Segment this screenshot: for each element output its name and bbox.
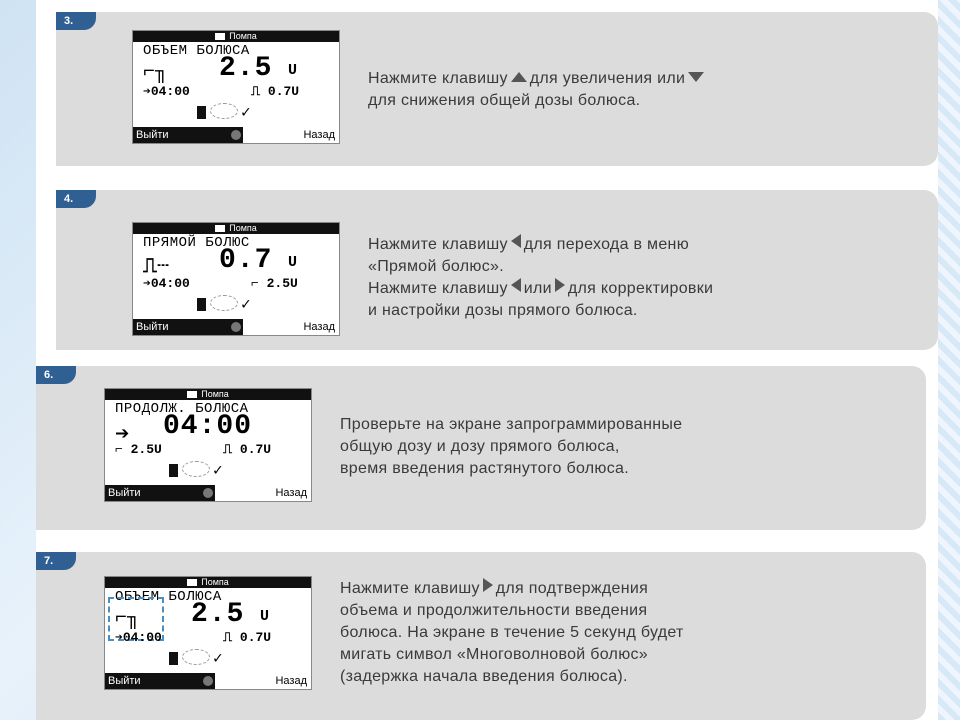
step-4-panel (56, 190, 938, 350)
back-button[interactable]: Назад (303, 129, 335, 141)
navigation-keys (197, 102, 251, 122)
step-3-panel (56, 12, 938, 166)
check-icon: ✓ (241, 296, 251, 314)
center-key-icon (203, 488, 213, 498)
duration-readout: ➔04:00 (143, 276, 190, 291)
exit-button[interactable]: Выйти (105, 485, 215, 501)
decorative-border (938, 0, 960, 720)
step-badge: 3. (56, 12, 96, 30)
battery-icon (197, 106, 206, 119)
pump-screen (132, 222, 340, 336)
pump-icon (187, 579, 197, 586)
bolus-value: 0.7 (219, 245, 273, 276)
step-6-text: Проверьте на экране запрограммированные общую дозу и дозу прямого болюса, время введения растянутого болюса. (340, 416, 683, 477)
battery-icon (169, 652, 178, 665)
dpad-icon (182, 649, 210, 665)
secondary-dose-readout: ⎍ 0.7U (223, 630, 272, 645)
exit-button[interactable]: Выйти (105, 673, 215, 689)
dpad-icon (210, 103, 238, 119)
step-7-text: Нажмите клавишу для подтверждения объема и продолжительности введения болюса. На экране в течение 5 секунд будет мигать символ «Многоволновой болюс» (задержка начала введения болюса). (340, 580, 684, 685)
bolus-unit: U (260, 608, 270, 625)
bolus-unit: U (288, 254, 298, 271)
back-button[interactable]: Назад (303, 321, 335, 333)
screen-header: Помпа (201, 389, 229, 399)
navigation-keys (169, 460, 223, 480)
pump-icon (215, 225, 225, 232)
secondary-dose-readout: ⌐ 2.5U (251, 276, 298, 291)
pump-screen (104, 388, 312, 502)
bolus-value: 2.5 (219, 53, 273, 84)
pump-icon (187, 391, 197, 398)
down-arrow-icon (688, 72, 704, 82)
step-badge: 6. (36, 366, 76, 384)
left-arrow-icon (511, 234, 521, 248)
battery-icon (169, 464, 178, 477)
pump-icon (215, 33, 225, 40)
bolus-value: 2.5 (191, 599, 245, 630)
navigation-keys (169, 648, 223, 668)
left-arrow-icon (511, 278, 521, 292)
step-4-text: Нажмите клавишу для перехода в меню «Прямой болюс». Нажмите клавишу или для корректировки и настройки дозы прямого болюса. (368, 236, 714, 319)
step-3-text: Нажмите клавишу для увеличения или для снижения общей дозы болюса. (368, 68, 928, 112)
screen-title: ПРЯМОЙ БОЛЮС (143, 235, 250, 251)
total-dose-readout: ⌐ 2.5U (115, 442, 162, 457)
step-7-panel (36, 552, 926, 720)
screen-title: ОБЪЕМ БОЛЮСА (143, 43, 250, 59)
dual-wave-bolus-icon: ⌐╖ (115, 607, 140, 630)
screen-title: ПРОДОЛЖ. БОЛЮСА (115, 401, 249, 417)
normal-dose-readout: ⎍ 0.7U (223, 442, 272, 457)
check-icon: ✓ (241, 104, 251, 122)
exit-button[interactable]: Выйти (133, 319, 243, 335)
center-key-icon (231, 322, 241, 332)
arrow-icon: ➔ (115, 422, 130, 449)
duration-readout: ➔04:00 (143, 84, 190, 99)
up-arrow-icon (511, 72, 527, 82)
center-key-icon (203, 676, 213, 686)
screen-header: Помпа (229, 31, 257, 41)
dpad-icon (210, 295, 238, 311)
step-badge: 7. (36, 552, 76, 570)
right-arrow-icon (483, 578, 493, 592)
check-icon: ✓ (213, 650, 223, 668)
navigation-keys (197, 294, 251, 314)
dual-wave-bolus-icon: ⌐╖ (143, 61, 168, 84)
screen-header: Помпа (229, 223, 257, 233)
dpad-icon (182, 461, 210, 477)
battery-icon (197, 298, 206, 311)
duration-readout: ➔04:00 (115, 630, 162, 645)
secondary-dose-readout: ⎍ 0.7U (251, 84, 300, 99)
back-button[interactable]: Назад (275, 675, 307, 687)
step-badge: 4. (56, 190, 96, 208)
screen-header: Помпа (201, 577, 229, 587)
duration-value: 04:00 (163, 411, 253, 442)
pump-screen (132, 30, 340, 144)
step-6-panel (36, 366, 926, 530)
right-arrow-icon (555, 278, 565, 292)
exit-button[interactable]: Выйти (133, 127, 243, 143)
back-button[interactable]: Назад (275, 487, 307, 499)
check-icon: ✓ (213, 462, 223, 480)
screen-title: ОБЪЕМ БОЛЮСА (115, 589, 222, 605)
bolus-unit: U (288, 62, 298, 79)
center-key-icon (231, 130, 241, 140)
square-wave-bolus-icon: ⎍┄ (143, 256, 170, 279)
pump-screen (104, 576, 312, 690)
